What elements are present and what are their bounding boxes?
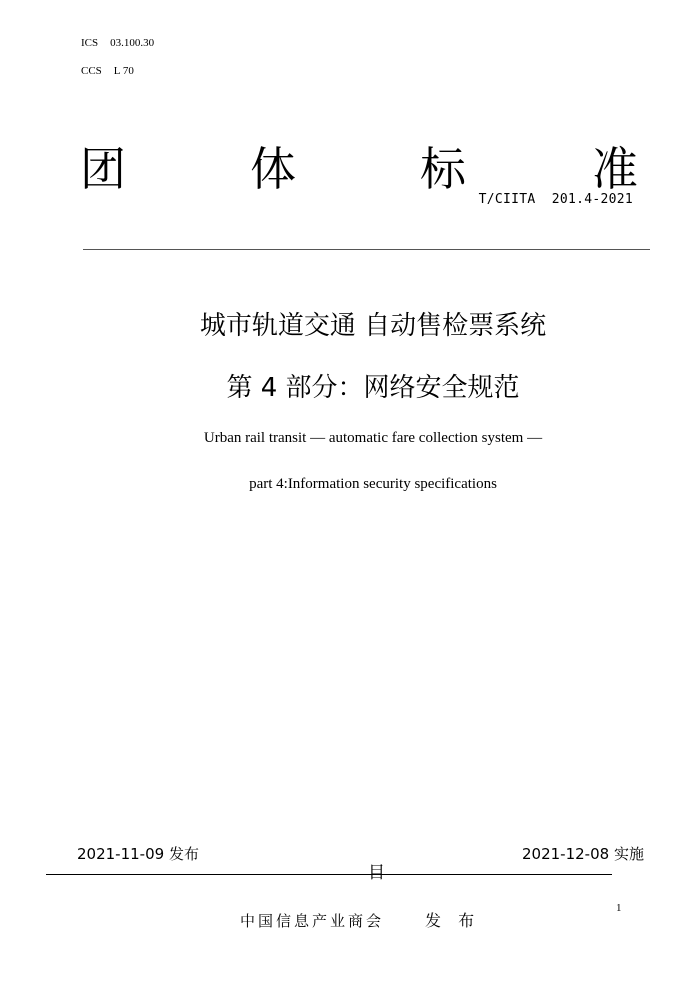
ccs-label: CCS bbox=[81, 65, 102, 77]
bottom-divider bbox=[46, 874, 612, 875]
title-en-line1: Urban rail transit — automatic fare collection system — bbox=[203, 430, 543, 446]
implement-date: 2021-12-08 实施 bbox=[522, 845, 644, 863]
standard-char-2: 体 bbox=[250, 142, 296, 196]
title-cn-line2: 第 4 部分：网络安全规范 bbox=[226, 373, 520, 403]
standard-char-1: 团 bbox=[80, 142, 126, 196]
ccs-value: L 70 bbox=[113, 65, 134, 77]
publish-date: 2021-11-09 发布 bbox=[77, 845, 199, 863]
publisher-name: 中国信息产业商会 bbox=[240, 912, 385, 930]
ccs-line bbox=[81, 65, 134, 77]
page-number: 1 bbox=[616, 902, 622, 914]
ics-label: ICS bbox=[81, 37, 99, 49]
title-en-line2: part 4:Information security specifications bbox=[249, 476, 497, 492]
standard-char-3: 标 bbox=[420, 142, 466, 196]
standard-char-4: 准 bbox=[592, 142, 638, 196]
standard-number: T/CIITA 201.4-2021 bbox=[478, 192, 633, 207]
title-cn-line1: 城市轨道交通 自动售检票系统 bbox=[199, 311, 547, 341]
publish-label: 发 布 bbox=[425, 911, 481, 930]
ics-line bbox=[81, 37, 154, 49]
ics-value: 03.100.30 bbox=[110, 37, 155, 49]
overlap-char: 目 bbox=[368, 863, 385, 883]
top-divider bbox=[83, 249, 650, 250]
